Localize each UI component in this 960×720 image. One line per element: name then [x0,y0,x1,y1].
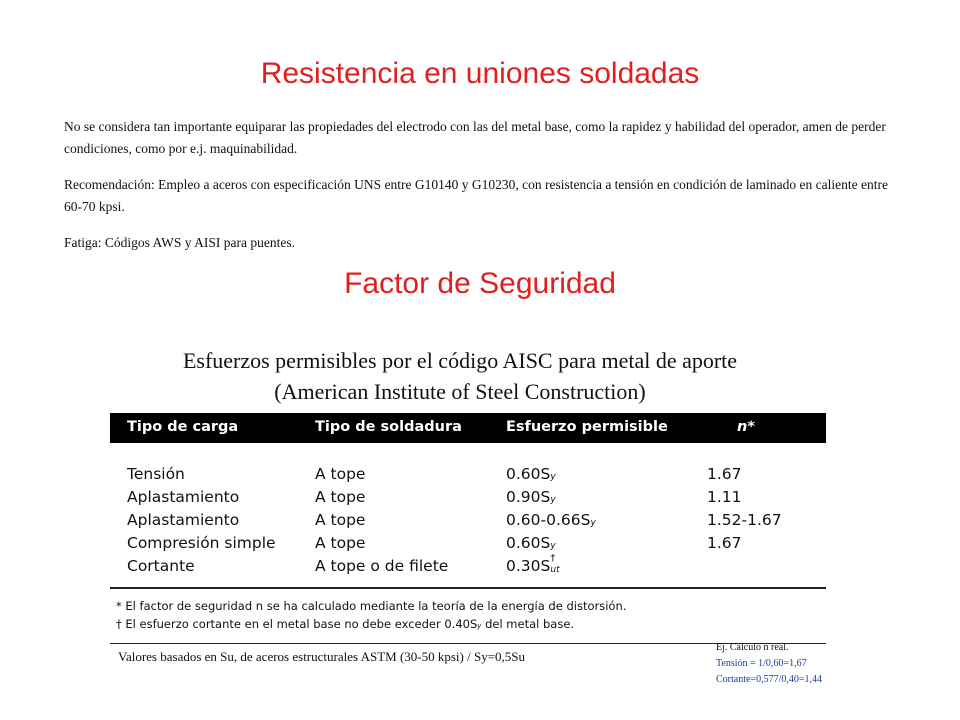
table-row [110,511,826,533]
cell-carga: Aplastamiento [127,488,240,506]
recommendation-paragraph: Recomendación: Empleo a aceros con especificación UNS entre G10140 y G10230, con resistencia a tensión en condición de laminado en caliente entre 60-70 kpsi. [64,177,888,214]
cell-carga: Tensión [127,465,185,483]
allowable-stress-table [110,413,826,645]
cell-esfuerzo: 0.60-0.66Sy [506,511,596,529]
cell-soldadura: A tope [315,465,366,483]
cell-n: 1.67 [707,534,742,552]
cell-carga: Compresión simple [127,534,276,552]
cell-esfuerzo: 0.60Sy [506,534,556,552]
example-label: Ej. Cálculo n real. [716,642,789,653]
cell-soldadura: A tope o de filete [315,557,449,575]
table-caption-line1: Esfuerzos permisibles por el código AISC para metal de aporte [182,348,738,373]
header-tipo-carga: Tipo de carga [127,419,239,435]
cell-esfuerzo: 0.90Sy [506,488,556,506]
cell-soldadura: A tope [315,488,366,506]
cell-soldadura: A tope [315,534,366,552]
cell-carga: Cortante [127,557,195,575]
cell-esfuerzo: 0.60Sy [506,465,556,483]
values-note: Valores basados en Su, de aceros estructurales ASTM (30-50 kpsi) / Sy=0,5Su [118,649,526,664]
header-tipo-soldadura: Tipo de soldadura [315,419,462,435]
table-row [110,534,826,556]
cell-esfuerzo: 0.30S † ut [506,553,560,575]
header-esfuerzo: Esfuerzo permisible [506,419,668,435]
cell-n: 1.11 [707,488,742,506]
fatigue-paragraph: Fatiga: Códigos AWS y AISI para puentes. [64,235,296,250]
table-header [110,413,826,443]
section-title: Factor de Seguridad [344,267,616,300]
table-bottom-rule [110,587,826,589]
cell-soldadura: A tope [315,511,366,529]
intro-paragraph: No se considera tan importante equiparar las propiedades del electrodo con las del metal base, como la rapidez y habilidad del operador, amen de perder condiciones, como por e.j. maquinabilidad. [64,119,886,156]
cell-n: 1.67 [707,465,742,483]
table-row [110,488,826,510]
table-row [110,553,826,579]
header-n: n* [737,419,755,435]
cell-n: 1.52-1.67 [707,511,782,529]
page-title: Resistencia en uniones soldadas [260,57,700,90]
footnote-shear: † El esfuerzo cortante en el metal base no debe exceder 0.40Sy del metal base. [116,617,575,631]
example-tension: Tensión = 1/0,60=1,67 [716,658,807,669]
table-row [110,465,826,487]
footnote-safety-factor: * El factor de seguridad n se ha calculado mediante la teoría de la energía de distorsión. [116,599,627,613]
table-caption-line2: (American Institute of Steel Construction) [274,379,646,404]
example-shear: Cortante=0,577/0,40=1,44 [716,674,822,685]
cell-carga: Aplastamiento [127,511,240,529]
